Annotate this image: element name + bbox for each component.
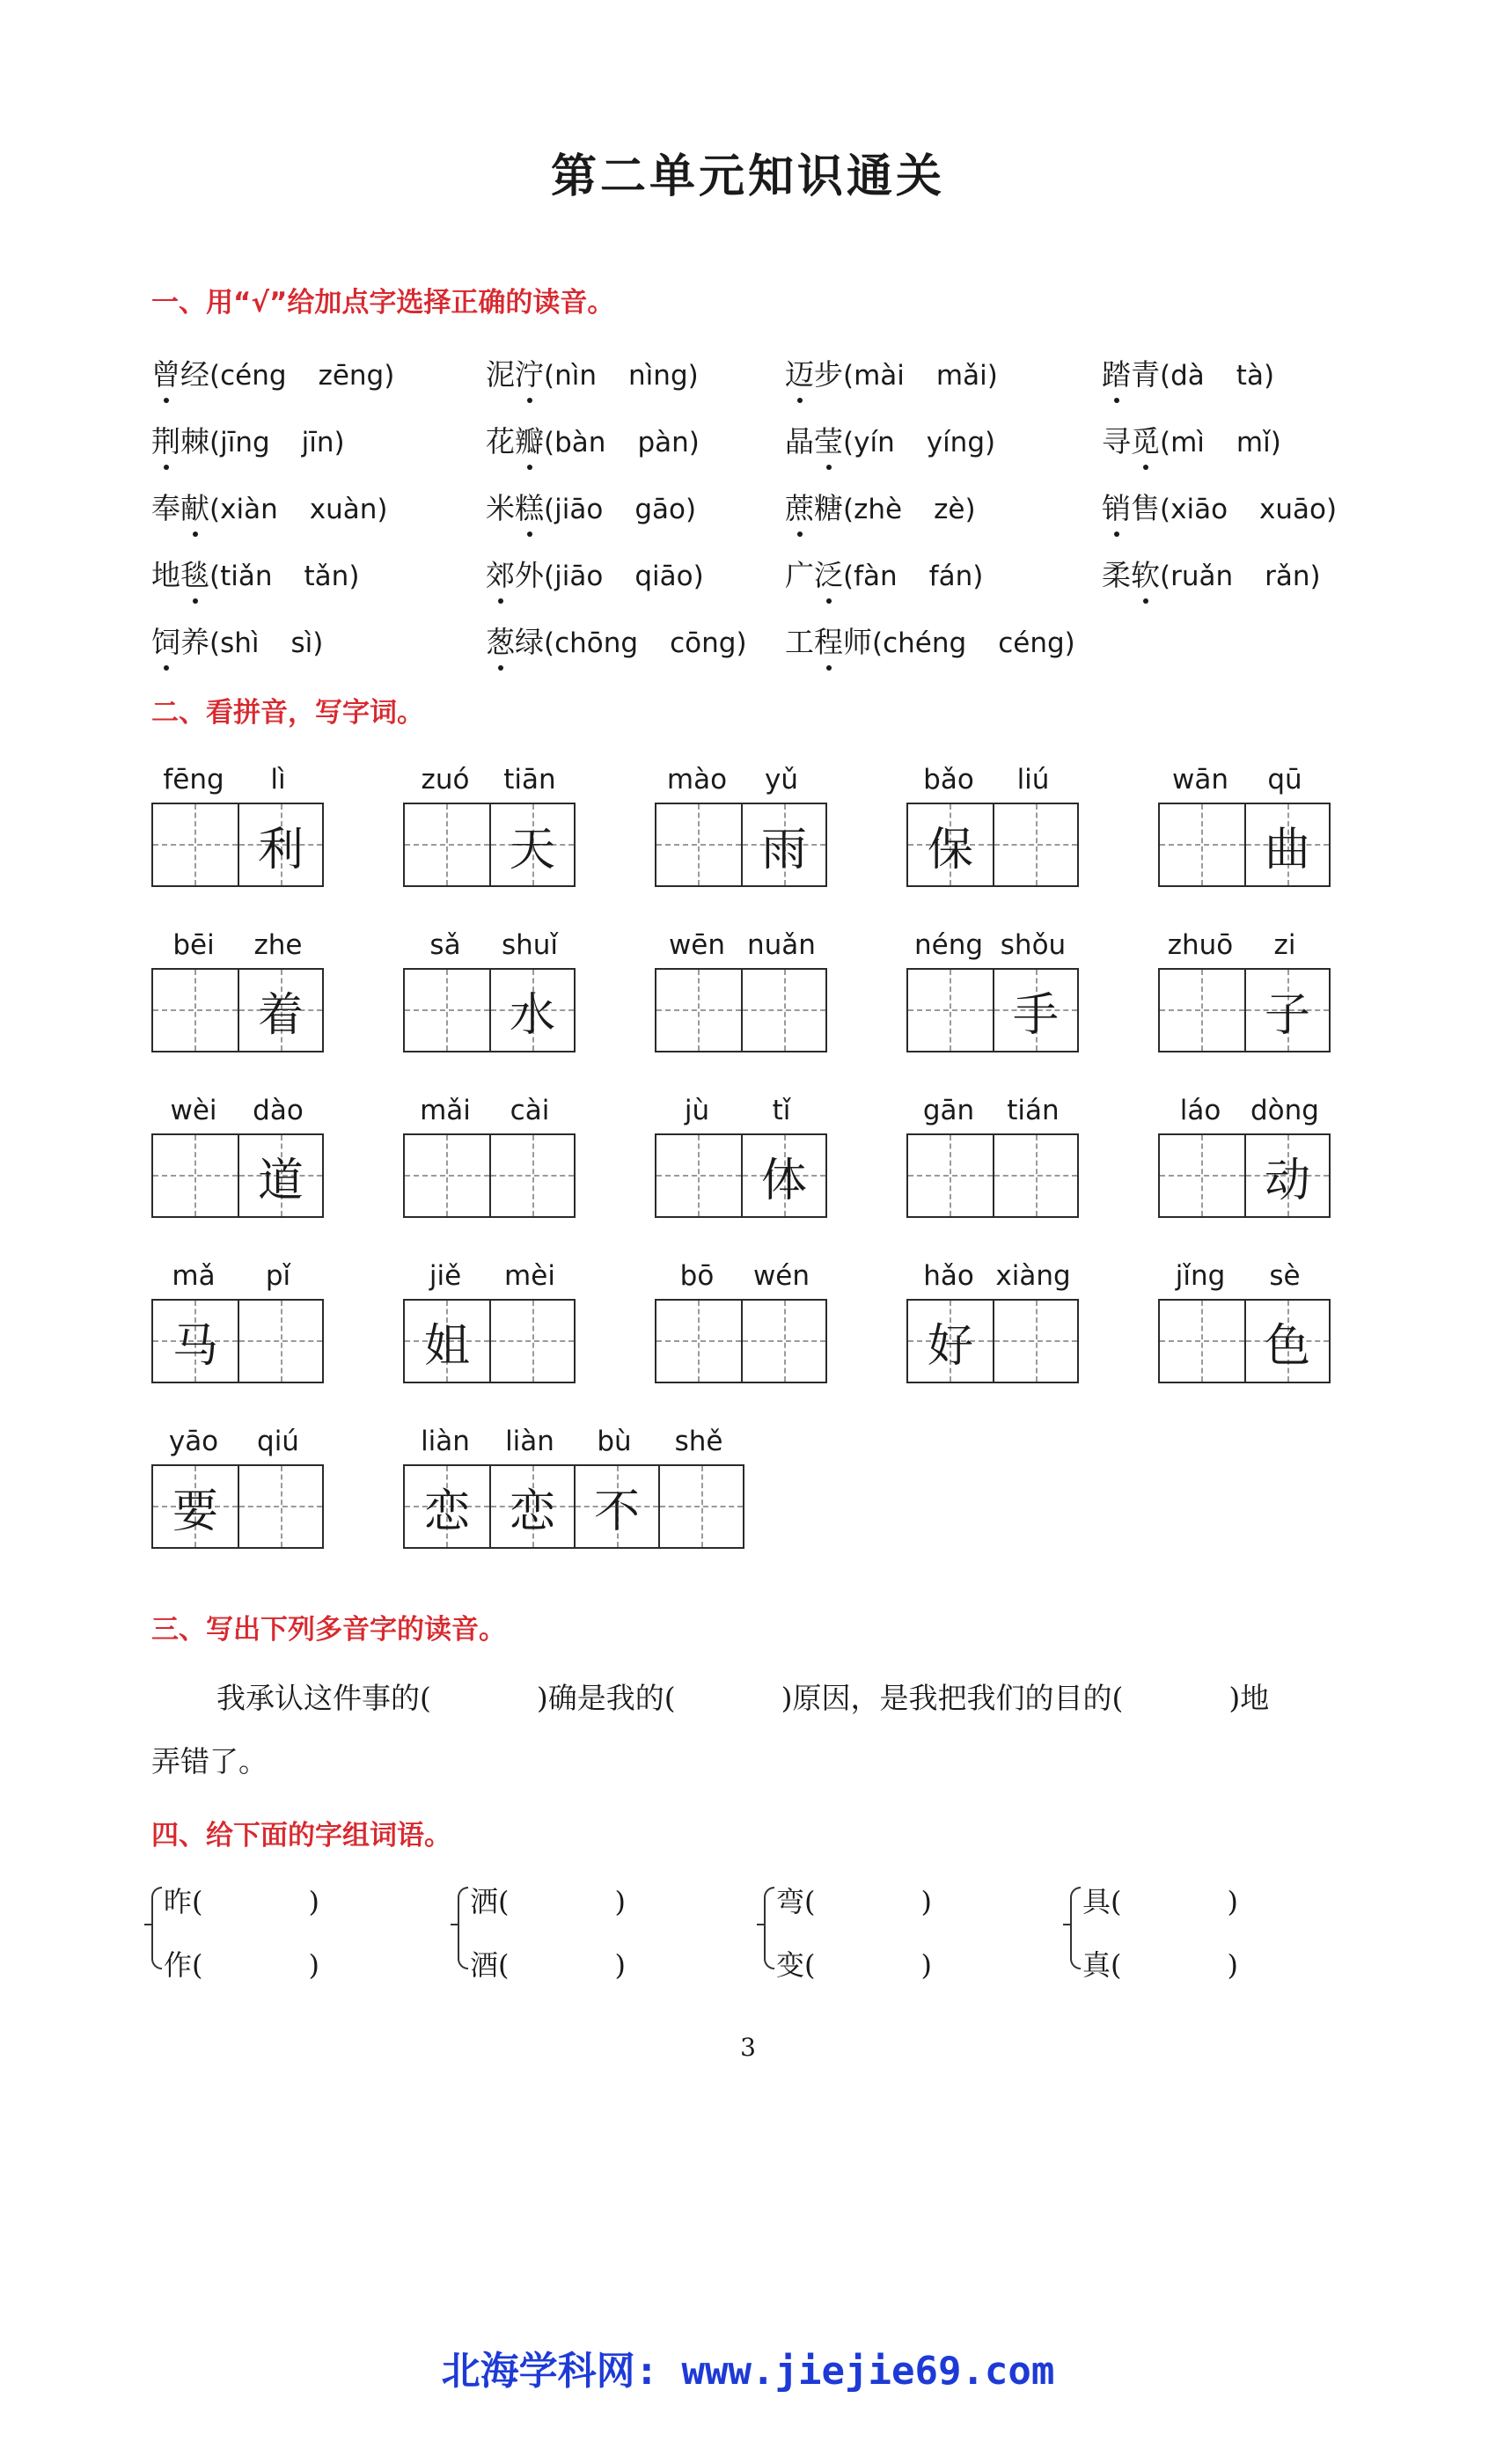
brace-bottom xyxy=(458,1927,468,1969)
writing-grid xyxy=(403,968,576,1052)
section2-heading: 二、看拼音，写字词。 xyxy=(151,697,424,729)
item-word: 广泛 xyxy=(785,558,843,592)
pinyin-option[interactable]: xuāo xyxy=(1259,494,1326,525)
given-character-cell: 子 xyxy=(1244,970,1329,1051)
given-character-cell: 姐 xyxy=(405,1301,489,1382)
pronunciation-item xyxy=(151,486,387,527)
pinyin-option[interactable]: yíng xyxy=(926,427,986,458)
writing-grid xyxy=(655,1133,827,1218)
word-formation-row: 作( ) xyxy=(164,1948,319,1982)
item-word: 葱绿 xyxy=(486,625,544,659)
pinyin-option[interactable]: zēng xyxy=(318,360,385,392)
pinyin-syllable: yǔ xyxy=(765,764,798,796)
blank-character-cell[interactable] xyxy=(656,804,741,885)
writing-grid xyxy=(1158,803,1331,887)
pronunciation-item xyxy=(151,352,394,393)
pinyin-syllable: fēng xyxy=(163,764,224,796)
item-pinyin-options: (céng zēng) xyxy=(209,360,395,392)
pinyin-option[interactable]: céng xyxy=(220,360,287,392)
writing-grid xyxy=(403,803,576,887)
pinyin-syllable: liàn xyxy=(421,1426,470,1457)
pinyin-option[interactable]: mǐ xyxy=(1236,427,1271,458)
item-pinyin-options: (mài mǎi) xyxy=(843,360,998,392)
pinyin-option[interactable]: fán xyxy=(928,561,973,592)
item-word: 泥泞 xyxy=(486,357,544,392)
pinyin-option[interactable]: mài xyxy=(854,360,905,392)
writing-grid xyxy=(1158,968,1331,1052)
pinyin-syllable: mèi xyxy=(504,1260,555,1292)
pinyin-option[interactable]: xuàn xyxy=(309,494,378,525)
pinyin-row xyxy=(655,929,824,964)
page-title: 第二单元知识通关 xyxy=(550,150,945,203)
pinyin-syllable: cài xyxy=(510,1095,550,1126)
blank-character-cell[interactable] xyxy=(238,1301,322,1382)
brace-tip xyxy=(757,1924,764,1925)
given-character-cell: 天 xyxy=(489,804,574,885)
writing-grid xyxy=(403,1299,576,1383)
blank-character-cell[interactable] xyxy=(489,1301,574,1382)
base-character: 具 xyxy=(1082,1885,1111,1918)
pinyin-syllable: zhuō xyxy=(1167,929,1234,961)
item-pinyin-options: (ruǎn rǎn) xyxy=(1160,561,1321,592)
writing-grid xyxy=(655,968,827,1052)
word-formation-group xyxy=(1070,1880,1334,1985)
section3-line2: 弄错了。 xyxy=(151,1744,268,1778)
pinyin-option[interactable]: pàn xyxy=(637,427,689,458)
pinyin-option[interactable]: mǎi xyxy=(935,360,987,392)
word-formation-row: 弯( ) xyxy=(776,1885,932,1918)
pinyin-syllable: néng xyxy=(913,929,984,961)
pinyin-syllable: dòng xyxy=(1250,1095,1319,1126)
section3-heading: 三、写出下列多音字的读音。 xyxy=(151,1614,506,1646)
item-word: 饲养 xyxy=(151,625,209,659)
base-character: 昨 xyxy=(164,1885,193,1918)
pinyin-option[interactable]: céng xyxy=(998,627,1065,659)
pinyin-syllable: sè xyxy=(1269,1260,1301,1292)
pinyin-option[interactable]: tǎn xyxy=(304,561,349,592)
blank-character-cell[interactable] xyxy=(405,804,489,885)
base-character: 洒 xyxy=(470,1885,499,1918)
pinyin-row xyxy=(655,764,824,799)
pronunciation-item xyxy=(486,620,747,661)
section4-heading: 四、给下面的字组词语。 xyxy=(151,1820,451,1852)
pronunciation-item xyxy=(486,553,704,594)
writing-grid xyxy=(151,803,324,887)
blank-character-cell[interactable] xyxy=(741,1301,825,1382)
writing-grid xyxy=(403,1464,744,1549)
item-word: 工程师 xyxy=(785,625,872,659)
pronunciation-item xyxy=(785,620,1075,661)
pinyin-option[interactable]: tiǎn xyxy=(220,561,273,592)
brace-top xyxy=(764,1887,774,1929)
word-formation-group xyxy=(764,1880,1028,1985)
pinyin-syllable: wèi xyxy=(170,1095,217,1126)
brace-tip xyxy=(1063,1924,1070,1925)
pinyin-option[interactable]: dà xyxy=(1170,360,1205,392)
blank-character-cell[interactable] xyxy=(656,1135,741,1216)
brace-tip xyxy=(451,1924,458,1925)
item-pinyin-options: (tiǎn tǎn) xyxy=(209,561,360,592)
pinyin-syllable: bǎo xyxy=(923,764,974,796)
pinyin-syllable: sǎ xyxy=(429,929,461,961)
word-formation-group xyxy=(151,1880,415,1985)
pinyin-row xyxy=(655,1260,824,1295)
pinyin-syllable: qū xyxy=(1267,764,1302,796)
pinyin-row xyxy=(151,1260,320,1295)
pinyin-syllable: wān xyxy=(1172,764,1228,796)
pinyin-syllable: liú xyxy=(1016,764,1050,796)
section3-line1: 我承认这件事的( )确是我的( )原因，是我把我们的目的( )地 xyxy=(216,1681,1270,1715)
writing-grid xyxy=(655,1299,827,1383)
pinyin-option[interactable]: nìng xyxy=(628,360,688,392)
pinyin-row xyxy=(655,1095,824,1130)
pinyin-option[interactable]: mì xyxy=(1170,427,1205,458)
blank-character-cell[interactable] xyxy=(656,1301,741,1382)
item-pinyin-options: (mì mǐ) xyxy=(1160,427,1281,458)
pronunciation-item xyxy=(1102,486,1337,527)
item-pinyin-options: (xiāo xuāo) xyxy=(1160,494,1338,525)
base-character: 弯 xyxy=(776,1885,805,1918)
item-word: 踏青 xyxy=(1102,357,1160,392)
brace-bottom xyxy=(1070,1927,1081,1969)
writing-grid xyxy=(906,803,1079,887)
writing-grid xyxy=(906,1133,1079,1218)
brace-bottom xyxy=(151,1927,162,1969)
item-pinyin-options: (dà tà) xyxy=(1160,360,1275,392)
pinyin-syllable: yāo xyxy=(168,1426,219,1457)
pinyin-row xyxy=(403,764,572,799)
pinyin-row xyxy=(906,929,1075,964)
pronunciation-item xyxy=(1102,352,1274,393)
pinyin-option[interactable]: zhè xyxy=(854,494,903,525)
blank-character-cell[interactable] xyxy=(908,1135,993,1216)
blank-character-cell[interactable] xyxy=(993,804,1077,885)
word-formation-group xyxy=(458,1880,722,1985)
base-character: 变 xyxy=(776,1948,805,1982)
pinyin-option[interactable]: bàn xyxy=(554,427,606,458)
blank-character-cell[interactable] xyxy=(238,1466,322,1547)
blank-character-cell[interactable] xyxy=(153,804,238,885)
given-character-cell: 保 xyxy=(908,804,993,885)
item-pinyin-options: (chōng cōng) xyxy=(544,627,747,659)
pronunciation-item xyxy=(785,553,983,594)
given-character-cell: 道 xyxy=(238,1135,322,1216)
pinyin-row xyxy=(151,1426,320,1461)
pinyin-option[interactable]: tà xyxy=(1236,360,1264,392)
pinyin-row xyxy=(1158,764,1327,799)
pinyin-syllable: gān xyxy=(922,1095,975,1126)
pinyin-row xyxy=(1158,1095,1327,1130)
blank-character-cell[interactable] xyxy=(1160,1301,1244,1382)
pinyin-syllable: jǐng xyxy=(1175,1260,1226,1292)
brace-top xyxy=(458,1887,468,1929)
blank-character-cell[interactable] xyxy=(405,1135,489,1216)
given-character-cell: 水 xyxy=(489,970,574,1051)
item-pinyin-options: (chéng céng) xyxy=(872,627,1075,659)
item-pinyin-options: (bàn pàn) xyxy=(544,427,700,458)
pinyin-syllable: tǐ xyxy=(772,1095,791,1126)
item-word: 寻觅 xyxy=(1102,424,1160,458)
given-character-cell: 利 xyxy=(238,804,322,885)
blank-character-cell[interactable] xyxy=(405,970,489,1051)
pinyin-option[interactable]: jīn xyxy=(301,427,334,458)
pronunciation-item xyxy=(486,352,699,393)
blank-character-cell[interactable] xyxy=(1160,1135,1244,1216)
pinyin-syllable: shě xyxy=(674,1426,723,1457)
pronunciation-item xyxy=(151,620,323,661)
blank-character-cell[interactable] xyxy=(908,970,993,1051)
item-word: 奉献 xyxy=(151,491,209,525)
given-character-cell: 色 xyxy=(1244,1301,1329,1382)
item-word: 曾经 xyxy=(151,357,209,392)
item-word: 米糕 xyxy=(486,491,544,525)
pinyin-row xyxy=(906,1260,1075,1295)
writing-grid xyxy=(151,1299,324,1383)
pinyin-syllable: xiàng xyxy=(995,1260,1071,1292)
pronunciation-item xyxy=(151,553,359,594)
given-character-cell: 要 xyxy=(153,1466,238,1547)
given-character-cell: 着 xyxy=(238,970,322,1051)
pinyin-syllable: zuó xyxy=(421,764,470,796)
pinyin-syllable: zi xyxy=(1273,929,1296,961)
pinyin-syllable: wēn xyxy=(668,929,726,961)
pinyin-row xyxy=(906,764,1075,799)
item-pinyin-options: (yín yíng) xyxy=(843,427,996,458)
pinyin-option[interactable]: ruǎn xyxy=(1170,561,1234,592)
pinyin-row xyxy=(403,1260,572,1295)
pinyin-row xyxy=(1158,1260,1327,1295)
pinyin-syllable: mào xyxy=(666,764,728,796)
blank-character-cell[interactable] xyxy=(658,1466,743,1547)
pinyin-syllable: bēi xyxy=(172,929,215,961)
base-character: 真 xyxy=(1082,1948,1111,1982)
s3-text-d: 地 xyxy=(1240,1681,1270,1715)
pronunciation-item xyxy=(785,352,998,393)
pinyin-option[interactable]: jiāo xyxy=(554,561,604,592)
pinyin-option[interactable]: xiāo xyxy=(1170,494,1228,525)
item-word: 蔗糖 xyxy=(785,491,843,525)
item-word: 地毯 xyxy=(151,558,209,592)
item-word: 柔软 xyxy=(1102,558,1160,592)
item-word: 迈步 xyxy=(785,357,843,392)
pinyin-syllable: bù xyxy=(597,1426,632,1457)
pinyin-syllable: tián xyxy=(1007,1095,1060,1126)
pinyin-syllable: pǐ xyxy=(265,1260,291,1292)
blank-character-cell[interactable] xyxy=(993,1135,1077,1216)
item-pinyin-options: (zhè zè) xyxy=(843,494,976,525)
writing-grid xyxy=(906,968,1079,1052)
pinyin-syllable: mǎi xyxy=(420,1095,471,1126)
pinyin-option[interactable]: qiāo xyxy=(634,561,693,592)
pinyin-row xyxy=(403,1095,572,1130)
word-formation-row: 变( ) xyxy=(776,1948,932,1982)
writing-grid xyxy=(655,803,827,887)
pinyin-row xyxy=(151,1095,320,1130)
pinyin-row xyxy=(1158,929,1327,964)
blank-character-cell[interactable] xyxy=(1160,804,1244,885)
pinyin-syllable: láo xyxy=(1179,1095,1221,1126)
pinyin-option[interactable]: jiāo xyxy=(554,494,604,525)
pinyin-syllable: liàn xyxy=(505,1426,554,1457)
pinyin-option[interactable]: shì xyxy=(220,627,260,659)
pronunciation-item xyxy=(486,486,696,527)
blank-character-cell[interactable] xyxy=(656,970,741,1051)
word-formation-row: 昨( ) xyxy=(164,1885,319,1918)
blank-character-cell[interactable] xyxy=(1160,970,1244,1051)
pinyin-syllable: bō xyxy=(679,1260,715,1292)
pinyin-syllable: tiān xyxy=(503,764,556,796)
pinyin-syllable: shuǐ xyxy=(501,929,559,961)
item-word: 花瓣 xyxy=(486,424,544,458)
blank-character-cell[interactable] xyxy=(153,1135,238,1216)
writing-grid xyxy=(151,968,324,1052)
item-pinyin-options: (jīng jīn) xyxy=(209,427,345,458)
writing-grid xyxy=(906,1299,1079,1383)
pinyin-syllable: dào xyxy=(253,1095,304,1126)
pinyin-option[interactable]: cōng xyxy=(670,627,737,659)
pinyin-syllable: wén xyxy=(752,1260,810,1292)
page-number: 3 xyxy=(740,2033,756,2062)
given-character-cell: 手 xyxy=(993,970,1077,1051)
item-word: 荆棘 xyxy=(151,424,209,458)
pinyin-syllable: jiě xyxy=(429,1260,462,1292)
item-pinyin-options: (nìn nìng) xyxy=(544,360,699,392)
s3-text-a: 我承认这件事的 xyxy=(216,1681,420,1715)
pinyin-syllable: mǎ xyxy=(172,1260,216,1292)
pinyin-syllable: nuǎn xyxy=(747,929,816,961)
given-character-cell: 雨 xyxy=(741,804,825,885)
word-formation-row: 真( ) xyxy=(1082,1948,1238,1982)
pinyin-syllable: hǎo xyxy=(923,1260,974,1292)
pronunciation-item xyxy=(1102,553,1321,594)
word-formation-row: 酒( ) xyxy=(470,1948,626,1982)
footer-watermark: 北海学科网: www.jiejie69.com xyxy=(441,2349,1055,2394)
pinyin-option[interactable]: chéng xyxy=(883,627,967,659)
pronunciation-item xyxy=(151,419,345,460)
given-character-cell: 不 xyxy=(574,1466,658,1547)
item-pinyin-options: (jiāo qiāo) xyxy=(544,561,704,592)
given-character-cell: 好 xyxy=(908,1301,993,1382)
writing-grid xyxy=(151,1464,324,1549)
item-word: 郊外 xyxy=(486,558,544,592)
writing-grid xyxy=(403,1133,576,1218)
writing-grid xyxy=(1158,1133,1331,1218)
given-character-cell: 马 xyxy=(153,1301,238,1382)
pinyin-option[interactable]: zè xyxy=(934,494,965,525)
given-character-cell: 恋 xyxy=(489,1466,574,1547)
given-character-cell: 恋 xyxy=(405,1466,489,1547)
s3-text-b: 确是我的 xyxy=(547,1681,664,1715)
pinyin-option[interactable]: jīng xyxy=(220,427,270,458)
item-pinyin-options: (xiàn xuàn) xyxy=(209,494,388,525)
pronunciation-item xyxy=(1102,419,1281,460)
pinyin-syllable: zhe xyxy=(253,929,303,961)
pinyin-syllable: shǒu xyxy=(1000,929,1067,961)
pinyin-row xyxy=(403,1426,741,1461)
base-character: 酒 xyxy=(470,1948,499,1982)
pinyin-option[interactable]: yín xyxy=(854,427,895,458)
blank-character-cell[interactable] xyxy=(489,1135,574,1216)
s3-text-c: 原因，是我把我们的目的 xyxy=(792,1681,1112,1715)
pinyin-option[interactable]: nìn xyxy=(554,360,598,392)
writing-grid xyxy=(151,1133,324,1218)
pinyin-option[interactable]: gāo xyxy=(634,494,686,525)
pronunciation-item xyxy=(785,486,976,527)
brace-tip xyxy=(144,1924,151,1925)
brace-top xyxy=(151,1887,162,1929)
base-character: 作 xyxy=(164,1948,193,1982)
pinyin-row xyxy=(151,929,320,964)
pinyin-row xyxy=(403,929,572,964)
given-character-cell: 体 xyxy=(741,1135,825,1216)
pronunciation-item xyxy=(785,419,995,460)
pinyin-row xyxy=(906,1095,1075,1130)
pronunciation-item xyxy=(486,419,700,460)
blank-character-cell[interactable] xyxy=(741,970,825,1051)
brace-bottom xyxy=(764,1927,774,1969)
blank-character-cell[interactable] xyxy=(153,970,238,1051)
item-word: 销售 xyxy=(1102,491,1160,525)
section1-heading: 一、用“√”给加点字选择正确的读音。 xyxy=(151,287,615,319)
pinyin-syllable: qiú xyxy=(257,1426,299,1457)
pinyin-row xyxy=(151,764,320,799)
pinyin-option[interactable]: fàn xyxy=(854,561,898,592)
pinyin-option[interactable]: chōng xyxy=(554,627,639,659)
pinyin-option[interactable]: sì xyxy=(290,627,313,659)
given-character-cell: 曲 xyxy=(1244,804,1329,885)
item-pinyin-options: (jiāo gāo) xyxy=(544,494,697,525)
given-character-cell: 动 xyxy=(1244,1135,1329,1216)
pinyin-option[interactable]: xiàn xyxy=(220,494,278,525)
item-word: 晶莹 xyxy=(785,424,843,458)
pinyin-option[interactable]: rǎn xyxy=(1265,561,1310,592)
pinyin-syllable: lì xyxy=(270,764,286,796)
item-pinyin-options: (fàn fán) xyxy=(843,561,984,592)
word-formation-row: 洒( ) xyxy=(470,1885,626,1918)
word-formation-row: 具( ) xyxy=(1082,1885,1238,1918)
writing-grid xyxy=(1158,1299,1331,1383)
brace-top xyxy=(1070,1887,1081,1929)
blank-character-cell[interactable] xyxy=(993,1301,1077,1382)
pinyin-syllable: jù xyxy=(684,1095,710,1126)
item-pinyin-options: (shì sì) xyxy=(209,627,324,659)
